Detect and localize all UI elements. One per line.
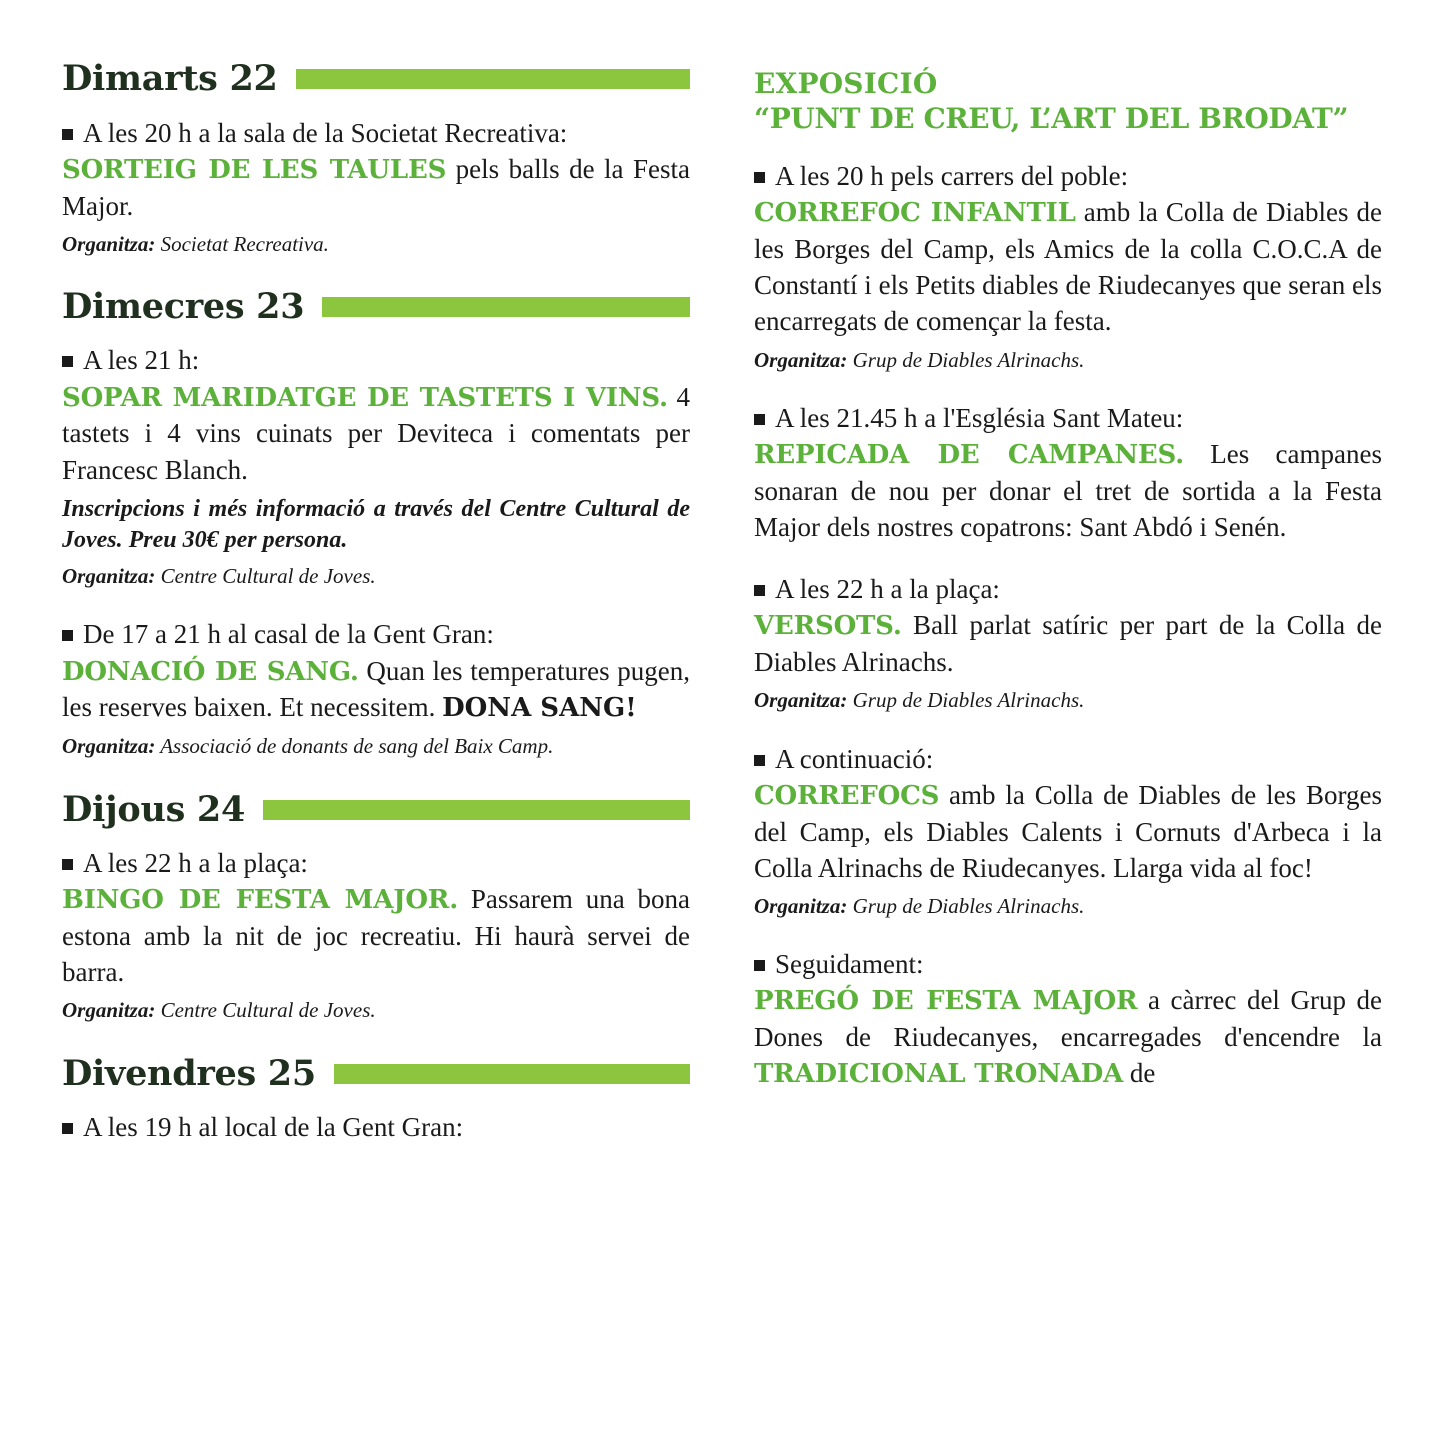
event-body-tail: de [1123,1058,1156,1089]
event-entry [62,115,690,258]
organizer-value: Centre Cultural de Joves. [155,998,376,1023]
event-body: 4 tastets i 4 vins cuinats per Deviteca i comentats per Francesc Blanch. [62,381,690,485]
square-bullet-icon [62,630,73,641]
event-body: Les campanes sonaran de nou per donar el tret de sortida a la Festa Major dels nostres copatrons: Sant Abdó i Senén. [754,438,1382,542]
event-entry [62,342,690,590]
event-text [754,571,1382,680]
right-column [754,60,1382,1440]
event-text [62,342,690,378]
organizer-line [754,347,1382,374]
event-text [62,616,690,726]
day-heading-dijous-24 [62,788,690,830]
event-highlight: REPICADA DE CAMPANES. [754,439,1185,470]
square-bullet-icon [62,1123,73,1134]
square-bullet-icon [62,129,73,140]
organizer-line [62,563,690,590]
organizer-line [754,893,1382,920]
day-bar [296,69,690,89]
event-note: Inscripcions i més informació a través del Centre Cultural de Joves. Preu 30€ per persona. [62,495,690,553]
event-text [62,1109,690,1145]
organizer-label: Organitza: [62,564,156,589]
square-bullet-icon [754,755,765,766]
organizer-label: Organitza: [754,893,848,918]
event-time: A les 21 h: [83,345,200,376]
event-highlight: DONACIÓ DE SANG. [62,656,359,687]
event-time: Seguidament: [775,949,924,980]
organizer-value: Grup de Diables Alrinachs. [847,893,1085,918]
event-time: A les 22 h a la plaça: [775,574,1000,605]
event-entry [62,845,690,1025]
organizer-value: Centre Cultural de Joves. [155,564,376,589]
day-title: Dimarts 22 [62,58,278,99]
event-time: A les 21.45 h a l'Església Sant Mateu: [775,402,1184,433]
day-title: Dimecres 23 [62,285,305,327]
organizer-label: Organitza: [62,734,156,759]
event-text-body [62,379,690,488]
event-highlight: SORTEIG DE LES TAULES [62,154,447,185]
day-title: Dijous 24 [62,788,245,830]
event-highlight: PREGÓ DE FESTA MAJOR [754,986,1138,1017]
day-bar [334,1064,690,1084]
event-highlight: VERSOTS. [754,611,902,642]
day-title: Divendres 25 [62,1052,316,1094]
organizer-line [62,997,690,1024]
organizer-value: Grup de Diables Alrinachs. [847,688,1085,713]
square-bullet-icon [754,960,765,971]
event-body: a càrrec del Grup de Dones de Riudecanyes, encarregades d'encendre la [754,985,1382,1053]
event-time: A les 19 h al local de la Gent Gran: [83,1112,464,1143]
event-text [754,400,1382,436]
event-body-highlight: TRADICIONAL TRONADA [754,1059,1124,1090]
organizer-line [754,687,1382,714]
event-text [754,158,1382,340]
event-text [754,741,1382,886]
organizer-value: Associació de donants de sang del Baix Camp. [155,734,554,759]
event-body-strong: DONA SANG! [442,693,637,724]
event-time: A les 22 h a la plaça: [83,848,308,879]
event-text [62,115,690,224]
day-heading-divendres-25 [62,1052,690,1094]
organizer-label: Organitza: [62,231,156,256]
day-heading-dimecres-23 [62,285,690,327]
organizer-line [62,733,690,760]
event-body: Passarem una bona estona amb la nit de joc recreatiu. Hi haurà servei de barra. [62,884,690,988]
event-time: A les 20 h pels carrers del poble: [775,161,1129,191]
event-body: Quan les temperatures pugen, les reserves baixen. Et necessitem. [62,655,691,723]
event-time: A les 20 h a la sala de la Societat Recreativa: [83,117,568,148]
event-highlight: CORREFOC INFANTIL [754,198,1076,229]
event-time: A continuació: [775,743,934,774]
organizer-label: Organitza: [754,347,848,372]
organizer-value: Grup de Diables Alrinachs. [847,347,1085,372]
event-highlight: SOPAR MARIDATGE DE TASTETS I VINS. [62,382,668,413]
exposition-line-2: “PUNT DE CREU, L’ART DEL BRODAT” [754,102,1349,135]
event-entry [754,741,1382,921]
organizer-line [62,231,690,258]
left-column [62,60,690,1440]
event-entry [754,946,1382,1092]
event-body: amb la Colla de Diables de les Borges del Camp, els Amics de la colla C.O.C.A de Constantí i els Petits diables de Riudecanyes que seran els encarregats de començar la festa. [754,197,1382,337]
square-bullet-icon [62,859,73,870]
event-body: pels balls de la Festa Major. [62,153,690,221]
square-bullet-icon [754,172,765,183]
event-entry [62,616,690,760]
event-body: amb la Colla de Diables de les Borges del Camp, els Diables Calents i Cornuts d'Arbeca i la Colla Alrinachs de Riudecanyes. Llarga vida al foc! [754,779,1382,883]
event-entry [754,400,1382,545]
organizer-value: Societat Recreativa. [155,231,329,256]
event-entry [62,1109,690,1145]
square-bullet-icon [754,585,765,596]
event-highlight: CORREFOCS [754,780,940,811]
event-entry [754,158,1382,374]
event-text [62,845,690,990]
exposition-line-1: EXPOSICIÓ [754,67,938,100]
day-heading-dimarts-22 [62,60,690,99]
organizer-label: Organitza: [62,998,156,1023]
organizer-label: Organitza: [754,688,848,713]
day-bar [263,800,690,820]
exposition-heading [754,66,1382,136]
square-bullet-icon [754,414,765,425]
day-bar [322,297,690,317]
event-text [754,946,1382,1092]
event-highlight: BINGO DE FESTA MAJOR. [62,885,459,916]
event-body: Ball parlat satíric per part de la Colla de Diables Alrinachs. [754,610,1382,678]
event-text-body [754,436,1382,545]
event-time: De 17 a 21 h al casal de la Gent Gran: [83,619,494,650]
square-bullet-icon [62,356,73,367]
event-entry [754,571,1382,714]
